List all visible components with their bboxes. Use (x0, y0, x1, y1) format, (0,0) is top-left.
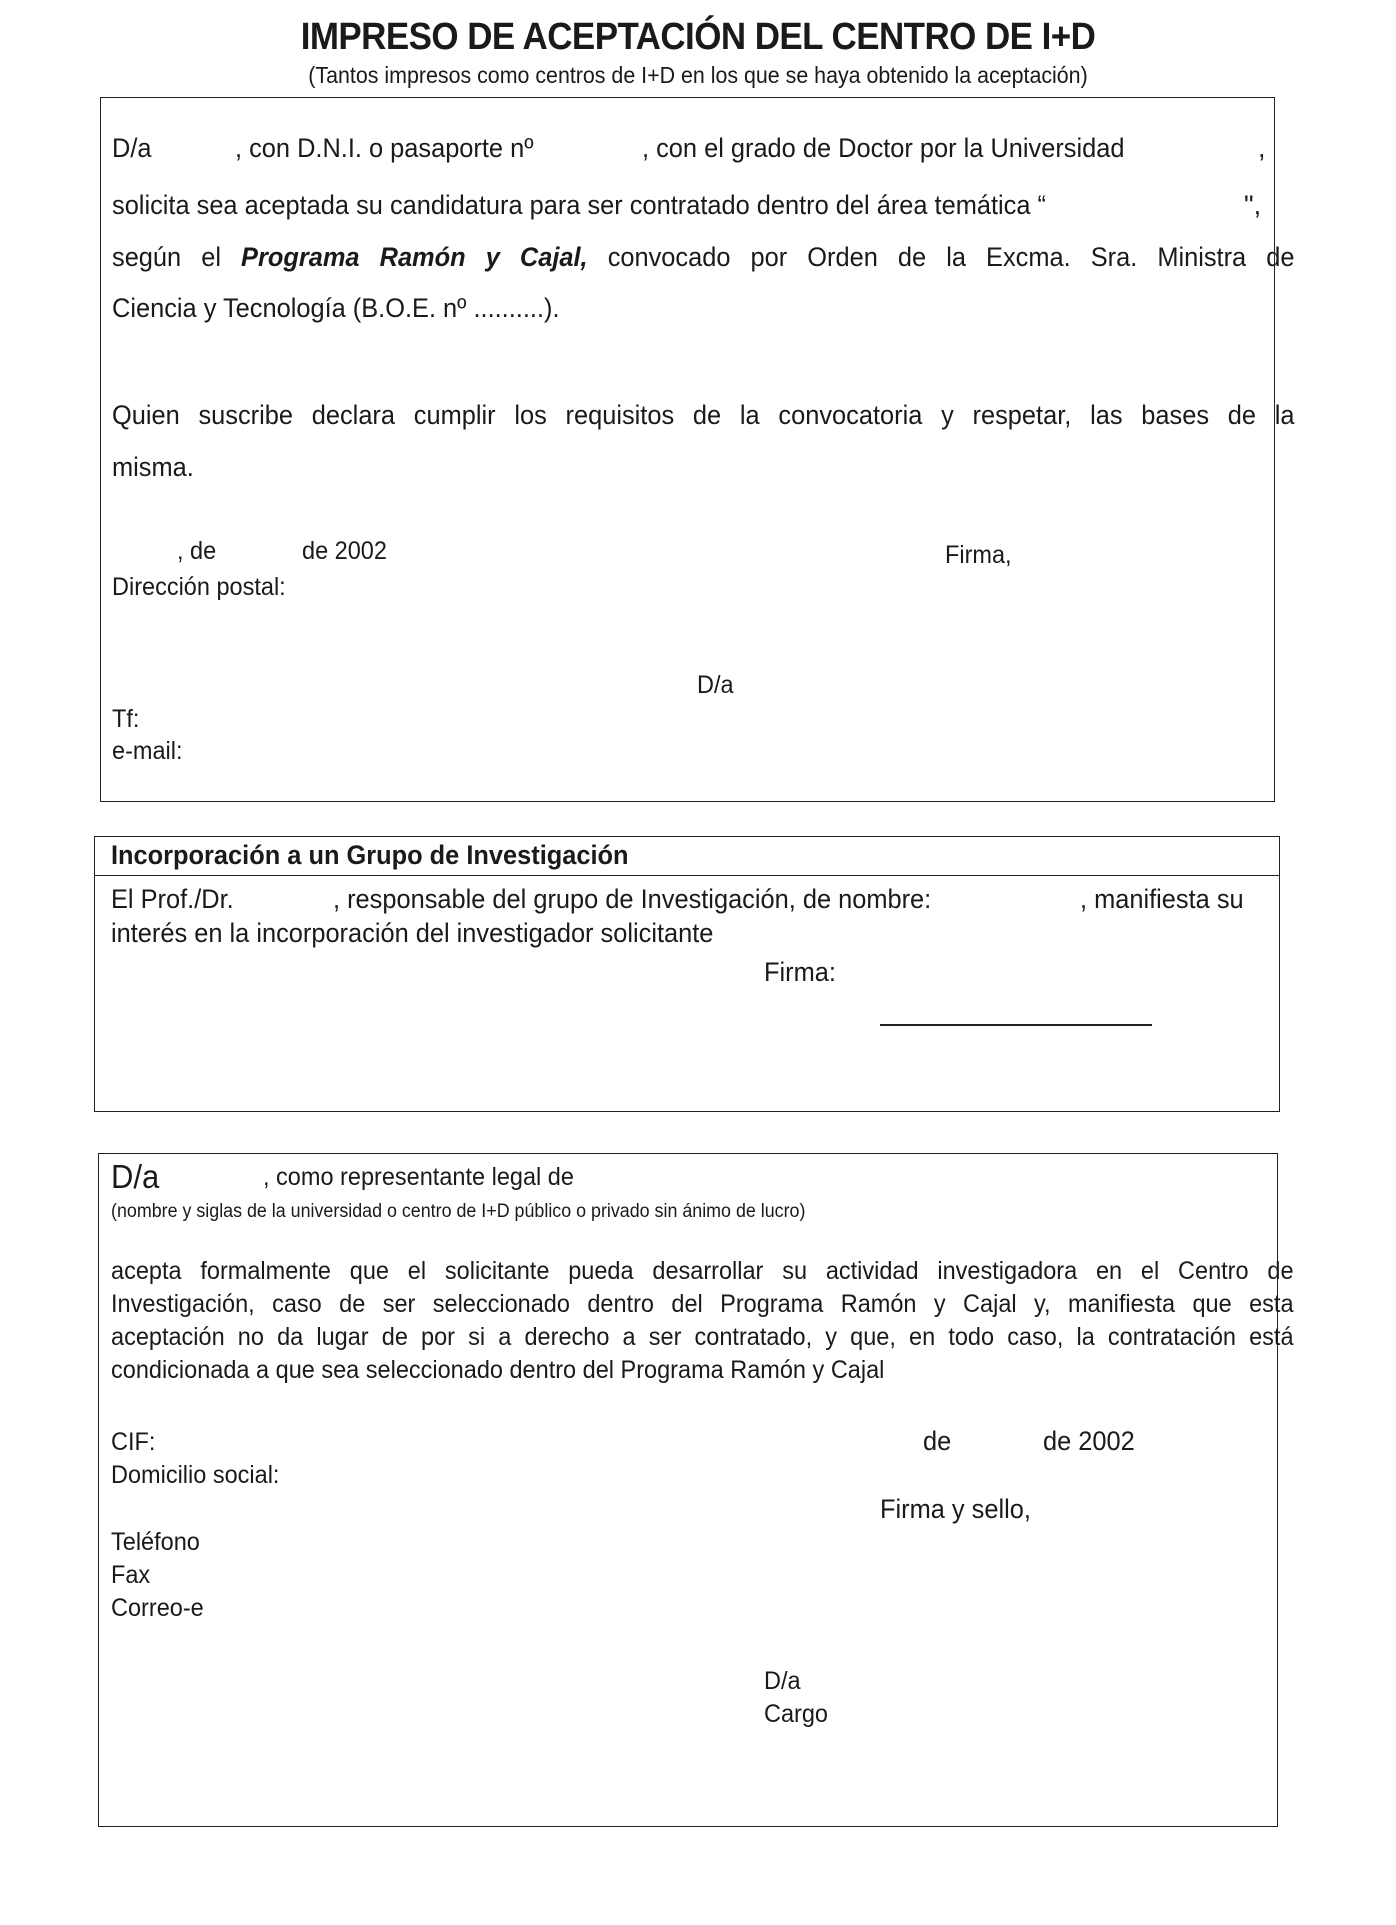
declaration-line1-text: Quien suscribe declara cumplir los requisitos de la convocatoria y respetar, las bases de la (112, 400, 1295, 430)
center-date-de: de (923, 1426, 952, 1456)
applicant-dni-label: , con D.N.I. o pasaporte nº (235, 133, 534, 163)
applicant-boe-line: Ciencia y Tecnología (B.O.E. nº ..........). (112, 293, 560, 323)
group-responsable-label: , responsable del grupo de Investigación, de nombre: (333, 884, 932, 914)
center-cif-label: CIF: (111, 1428, 156, 1456)
page-subtitle: (Tantos impresos como centros de I+D en los que se haya obtenido la aceptación) (308, 62, 1088, 88)
declaration-line2: misma. (112, 452, 194, 482)
applicant-program-line (112, 242, 1295, 273)
center-firma-sello: Firma y sello, (880, 1494, 1031, 1524)
center-note: (nombre y siglas de la universidad o centro de I+D público o privado sin ánimo de lucro) (111, 1201, 806, 1222)
center-para-line3 (111, 1323, 1294, 1352)
center-para-line1 (111, 1257, 1294, 1286)
center-rep-label: , como representante legal de (263, 1163, 574, 1191)
center-cargo-label: Cargo (764, 1700, 829, 1728)
center-para-line2 (111, 1290, 1294, 1319)
program-name: Programa Ramón y Cajal, (241, 242, 588, 272)
group-box (94, 836, 1280, 1112)
group-manifiesta: , manifiesta su (1080, 884, 1244, 914)
applicant-date-de: , de (177, 537, 217, 565)
applicant-date-year: de 2002 (302, 537, 387, 565)
applicant-email-label: e-mail: (112, 737, 183, 765)
applicant-da-signature: D/a (697, 671, 734, 699)
group-heading: Incorporación a un Grupo de Investigación (111, 840, 629, 870)
center-para-line3-text: aceptación no da lugar de por si a derecho a ser contratado, y que, en todo caso, la contratación está (111, 1323, 1294, 1351)
group-firma: Firma: (764, 957, 836, 987)
program-line-post: convocado por Orden de la Excma. Sra. Ministra de (607, 242, 1295, 272)
group-signature-line (880, 1024, 1152, 1026)
page-title: IMPRESO DE ACEPTACIÓN DEL CENTRO DE I+D (300, 16, 1096, 58)
center-fax-label: Fax (111, 1561, 151, 1589)
applicant-line1-comma: , (1258, 133, 1266, 163)
group-interest-line: interés en la incorporación del investigador solicitante (111, 918, 714, 948)
program-line-pre: según el (112, 242, 221, 272)
center-da-signature: D/a (764, 1667, 801, 1695)
center-para-line2-text: Investigación, caso de ser seleccionado dentro del Programa Ramón y Cajal y, manifiesta que esta (111, 1290, 1294, 1318)
center-box (98, 1153, 1278, 1827)
applicant-area-text: solicita sea aceptada su candidatura para ser contratado dentro del área temática “ (112, 190, 1046, 220)
applicant-doctor-label: , con el grado de Doctor por la Universidad (642, 133, 1125, 163)
applicant-firma: Firma, (945, 541, 1012, 569)
center-da-label: D/a (111, 1158, 160, 1195)
center-telefono-label: Teléfono (111, 1528, 200, 1556)
applicant-da-label: D/a (112, 133, 152, 163)
applicant-tf-label: Tf: (112, 705, 140, 733)
declaration-line1 (112, 400, 1295, 431)
applicant-area-end: ", (1244, 190, 1262, 220)
center-para-line1-text: acepta formalmente que el solicitante pueda desarrollar su actividad investigadora en el Centro de (111, 1257, 1294, 1285)
center-domicilio-label: Domicilio social: (111, 1461, 280, 1489)
center-para-line4: condicionada a que sea seleccionado dentro del Programa Ramón y Cajal (111, 1356, 885, 1384)
center-correo-label: Correo-e (111, 1594, 204, 1622)
applicant-postal-label: Dirección postal: (112, 573, 286, 601)
program-line-text (112, 242, 1295, 273)
group-prof-label: El Prof./Dr. (111, 884, 234, 914)
center-date-year: de 2002 (1043, 1426, 1135, 1456)
